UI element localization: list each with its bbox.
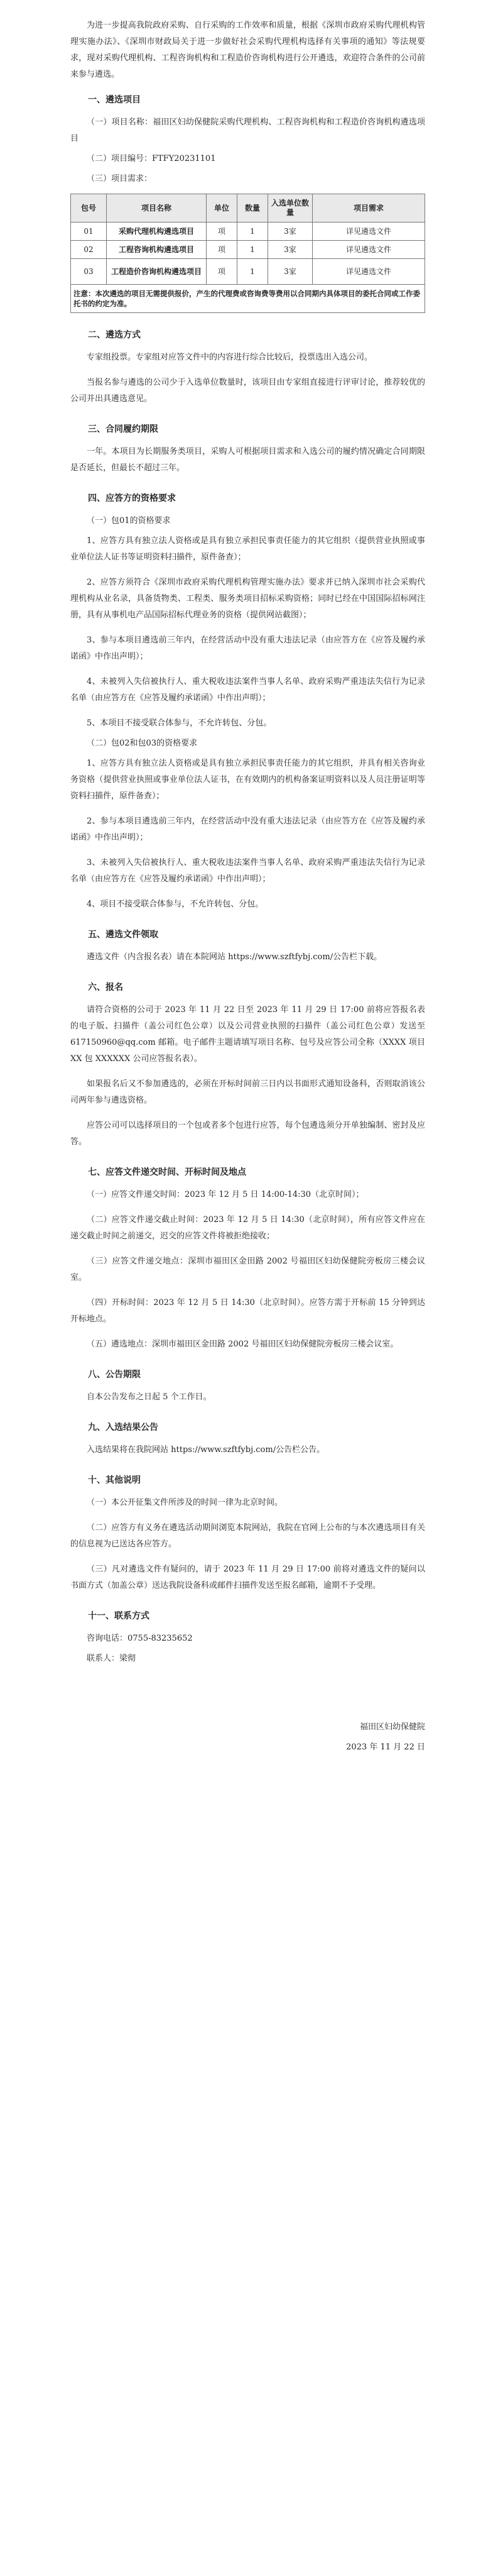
cell-selected-count: 3家 — [268, 259, 313, 285]
section-1-heading: 一、遴选项目 — [88, 95, 141, 105]
qualification-item: 1、应答方具有独立法人资格或是具有独立承担民事责任能力的其它组织，并具有相关咨询业务资格（提供营业执照或事业单位法人证书，在有效期内的机构备案证明资料以及人员注册证明等资料扫描件，原件备查）； — [70, 759, 425, 801]
col-project-name: 项目名称 — [107, 194, 207, 223]
col-package: 包号 — [71, 194, 107, 223]
col-requirement: 项目需求 — [313, 194, 425, 223]
intro-paragraph: 为进一步提高我院政府采购、自行采购的工作效率和质量，根据《深圳市政府采购代理机构管理实施办法》、《深圳市财政局关于进一步做好社会采购代理机构选择有关事项的通知》等法规要求，现对采购代理机构、工程咨询机构和工程造价咨询机构进行公开遴选，欢迎符合条件的公司前来参与遴选。 — [70, 21, 425, 79]
project-requirements-label: （三）项目需求： — [87, 174, 153, 184]
submission-item: （四）开标时间：2023 年 12 月 5 日 14:30（北京时间）。应答方需于开标前 15 分钟到达开标地点。 — [70, 1298, 425, 1324]
section-9-heading: 九、入选结果公告 — [88, 1423, 158, 1433]
contract-term-paragraph: 一年。本项目为长期服务类项目，采购人可根据项目需求和入选公司的履约情况确定合同期限是否延长，但最长不超过三年。 — [70, 447, 425, 473]
cell-requirement: 详见遴选文件 — [313, 259, 425, 285]
section-11-heading: 十一、联系方式 — [88, 1611, 149, 1621]
submission-item: （三）应答文件递交地点：深圳市福田区金田路 2002 号福田区妇幼保健院旁板房三楼会议室。 — [70, 1257, 425, 1282]
notice-period-paragraph: 自本公告发布之日起 5 个工作日。 — [87, 1392, 212, 1402]
cell-selected-count: 3家 — [268, 241, 313, 259]
section-5-heading: 五、遴选文件领取 — [88, 930, 158, 940]
cell-project-name: 采购代理机构遴选项目 — [107, 223, 207, 241]
announcement-body — [70, 18, 425, 1758]
section-6-heading: 六、报名 — [88, 983, 123, 993]
cell-package: 01 — [71, 223, 107, 241]
table-row — [71, 223, 425, 241]
col-quantity: 数量 — [237, 194, 268, 223]
cell-selected-count: 3家 — [268, 223, 313, 241]
issuer-name: 福田区妇幼保健院 — [359, 1722, 425, 1732]
contact-person: 联系人：梁彻 — [87, 1654, 136, 1663]
table-note-row — [71, 285, 425, 313]
section-2-heading: 二、遴选方式 — [88, 330, 141, 340]
table-note: 注意：本次遴选的项目无需提供报价，产生的代理费或咨询费等费用以合同期内具体项目的委托合同或工作委托书的约定为准。 — [71, 285, 425, 313]
other-notes-item: （三）凡对遴选文件有疑问的，请于 2023 年 11 月 29 日 17:00 前将对遴选文件的疑问以书面方式（加盖公章）送达我院设备科或邮件扫描件发送至报名邮箱，逾期不予受理。 — [70, 1565, 425, 1590]
requirements-table — [70, 194, 425, 313]
submission-item: （五）遴选地点：深圳市福田区金田路 2002 号福田区妇幼保健院旁板房三楼会议室。 — [87, 1340, 399, 1349]
submission-item: （二）应答文件递交截止时间：2023 年 12 月 5 日 14:30（北京时间），所有应答文件应在递交截止时间之前递交，迟交的应答文件将被拒绝接收； — [70, 1215, 425, 1241]
table-row — [71, 259, 425, 285]
qualification-item: 3、未被列入失信被执行人、重大税收违法案件当事人名单、政府采购严重违法失信行为记录名单（由应答方在《应答及履约承诺函》中作出声明）； — [70, 858, 425, 884]
project-number: （二）项目编号：FTFY20231101 — [87, 154, 216, 163]
cell-package: 03 — [71, 259, 107, 285]
cell-quantity: 1 — [237, 223, 268, 241]
qualification-item: 3、参与本项目遴选前三年内，在经营活动中没有重大违法记录（由应答方在《应答及履约承诺函》中作出声明）； — [70, 636, 425, 661]
project-name: （一）项目名称：福田区妇幼保健院采购代理机构、工程咨询机构和工程造价咨询机构遴选项目 — [70, 118, 425, 143]
selection-method-paragraph: 专家组投票。专家组对应答文件中的内容进行综合比较后，投票选出入选公司。 — [87, 353, 373, 362]
col-selected-count: 入选单位数量 — [268, 194, 313, 223]
registration-paragraph: 请符合资格的公司于 2023 年 11 月 22 日至 2023 年 11 月 29 日 17:00 前将应答报名表的电子版、扫描件（盖公司红色公章）以及公司营业执照的扫描件（盖公司红色公章）发送至 617150960@qq.com 邮箱。电子邮件主题请填写项目名称、包号及应答公司全称（XXXX 项目 XX 包 XXXXXX 公司应答报名表）。 — [70, 1005, 425, 1064]
qualification-item: 4、项目不接受联合体参与，不允许转包、分包。 — [87, 900, 264, 909]
cell-unit: 项 — [207, 223, 237, 241]
document-download-paragraph: 遴选文件（内含报名表）请在本院网站 https://www.szftfybj.com/公告栏下载。 — [87, 952, 382, 962]
package-02-03-requirements-heading: （二）包02和包03的资格要求 — [87, 739, 198, 748]
submission-item: （一）应答文件递交时间：2023 年 12 月 5 日 14:00-14:30（北京时间）； — [87, 1190, 364, 1199]
cell-project-name: 工程咨询机构遴选项目 — [107, 241, 207, 259]
cell-unit: 项 — [207, 241, 237, 259]
other-notes-item: （二）应答方有义务在遴选活动期间浏览本院网站，我院在官网上公布的与本次遴选项目有关的信息视为已送达各应答方。 — [70, 1523, 425, 1549]
package-01-requirements-heading: （一）包01的资格要求 — [87, 516, 171, 526]
registration-paragraph: 如果报名后又不参加遴选的，必须在开标时间前三日内以书面形式通知设备科，否则取消该公司两年参与遴选资格。 — [70, 1079, 425, 1105]
section-10-heading: 十、其他说明 — [88, 1475, 141, 1485]
qualification-item: 4、未被列入失信被执行人、重大税收违法案件当事人名单、政府采购严重违法失信行为记录名单（由应答方在《应答及履约承诺函》中作出声明）； — [70, 677, 425, 703]
cell-package: 02 — [71, 241, 107, 259]
cell-project-name: 工程造价咨询机构遴选项目 — [107, 259, 207, 285]
cell-unit: 项 — [207, 259, 237, 285]
signature-block — [70, 1717, 425, 1758]
cell-quantity: 1 — [237, 241, 268, 259]
section-7-heading: 七、应答文件递交时间、开标时间及地点 — [88, 1167, 246, 1177]
cell-requirement: 详见遴选文件 — [313, 241, 425, 259]
qualification-item: 2、参与本项目遴选前三年内，在经营活动中没有重大违法记录（由应答方在《应答及履约承诺函》中作出声明）； — [70, 817, 425, 842]
section-3-heading: 三、合同履约期限 — [88, 424, 158, 434]
result-notice-paragraph: 入选结果将在我院网站 https://www.szftfybj.com/公告栏公告。 — [87, 1445, 325, 1455]
section-4-heading: 四、应答方的资格要求 — [88, 493, 176, 504]
qualification-item: 2、应答方须符合《深圳市政府采购代理机构管理实施办法》要求并已纳入深圳市社会采购代理机构从业名录，具备货物类、工程类、服务类项目招标采购资格；同时已经在中国国际招标网注册，具有从事机电产品国际招标代理业务的资格（提供网站截图）； — [70, 578, 425, 620]
cell-quantity: 1 — [237, 259, 268, 285]
qualification-item: 1、应答方具有独立法人资格或是具有独立承担民事责任能力的其它组织（提供营业执照或事业单位法人证书等证明资料扫描件，原件备查）； — [70, 536, 425, 562]
contact-phone: 咨询电话：0755-83235652 — [87, 1634, 193, 1643]
issue-date: 2023 年 11 月 22 日 — [346, 1742, 425, 1752]
other-notes-item: （一）本公开征集文件所涉及的时间一律为北京时间。 — [87, 1498, 283, 1507]
registration-paragraph: 应答公司可以选择项目的一个包或者多个包进行应答，每个包遴选须分开单独编制、密封及应答。 — [70, 1121, 425, 1147]
table-row — [71, 241, 425, 259]
col-unit: 单位 — [207, 194, 237, 223]
section-8-heading: 八、公告期限 — [88, 1370, 141, 1380]
cell-requirement: 详见遴选文件 — [313, 223, 425, 241]
selection-method-paragraph: 当报名参与遴选的公司少于入选单位数量时，该项目由专家组直接进行评审讨论，推荐较优的公司并出具遴选意见。 — [70, 378, 425, 404]
table-header-row — [71, 194, 425, 223]
qualification-item: 5、本项目不接受联合体参与，不允许转包、分包。 — [87, 718, 272, 728]
